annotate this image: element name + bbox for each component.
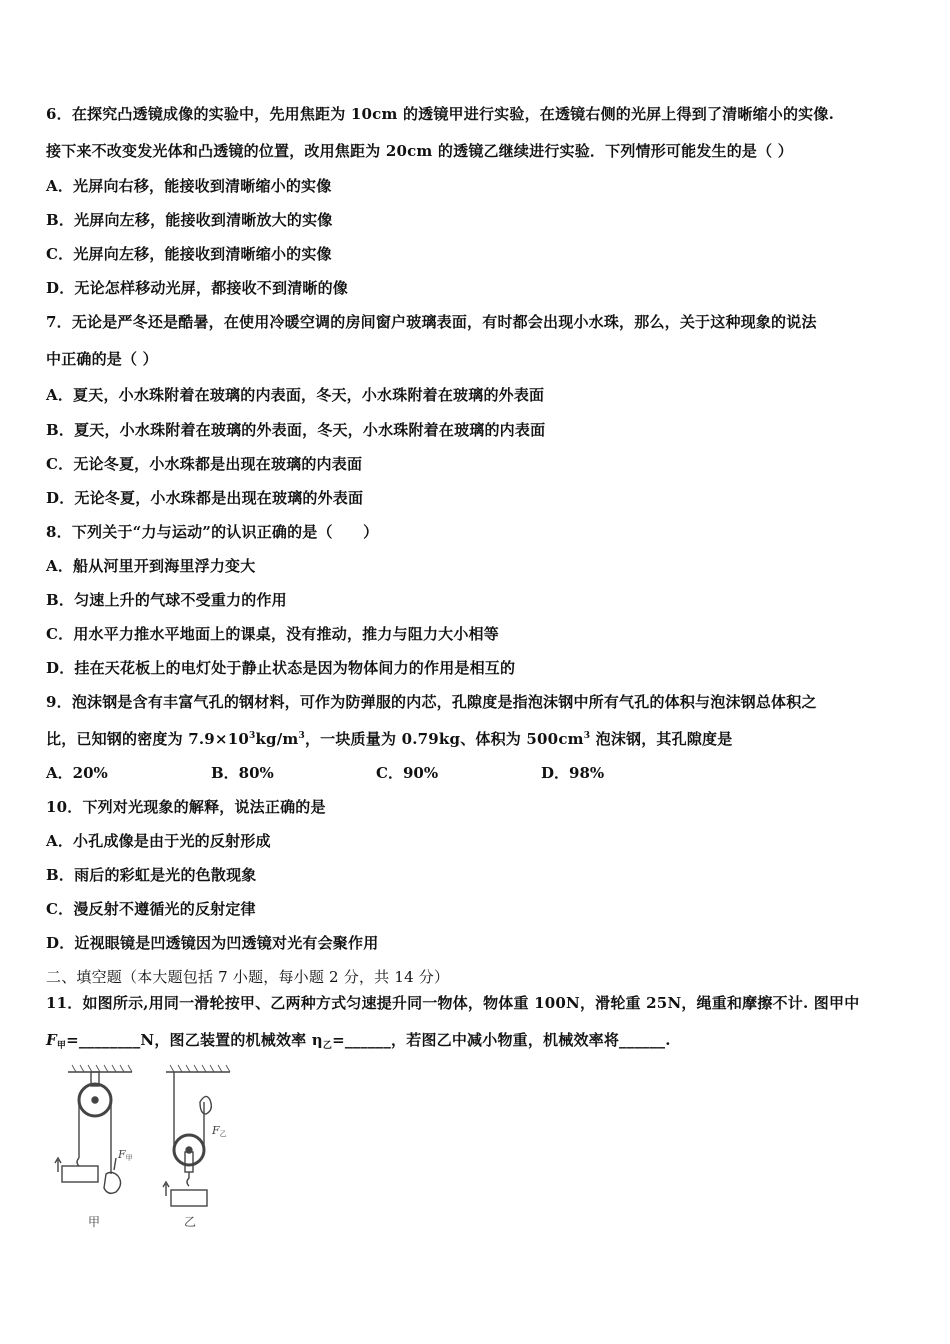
q7-option-d: D．无论冬夏，小水珠都是出现在玻璃的外表面 [46, 489, 364, 507]
q6-option-d: D．无论怎样移动光屏，都接收不到清晰的像 [46, 279, 349, 297]
q11-stem-line1: 11．如图所示,用同一滑轮按甲、乙两种方式匀速提升同一物体，物体重 100N，滑轮重 25N，绳重和摩擦不计. 图甲中 [46, 994, 860, 1012]
q6-option-b: B．光屏向左移，能接收到清晰放大的实像 [46, 211, 333, 229]
q9-stem-line2: 比，已知钢的密度为 $7.9\times 10^3kg/m^3$，一块质量为 0.79kg、体积为 $500cm^3$ 泡沫钢，其孔隙度是 [46, 730, 733, 748]
q7-stem-line1: 7．无论是严冬还是酷暑，在使用冷暖空调的房间窗户玻璃表面，有时都会出现小水珠，那么，关于这种现象的说法 [46, 313, 817, 331]
q8-option-a: A．船从河里开到海里浮力变大 [46, 557, 256, 575]
weight-jia [62, 1166, 98, 1182]
q7-option-c: C．无论冬夏，小水珠都是出现在玻璃的内表面 [46, 455, 363, 473]
q8-option-c: C．用水平力推水平地面上的课桌，没有推动，推力与阻力大小相等 [46, 625, 499, 643]
q10-stem: 10．下列对光现象的解释，说法正确的是 [46, 798, 326, 816]
q8-option-d: D．挂在天花板上的电灯处于静止状态是因为物体间力的作用是相互的 [46, 659, 516, 677]
q10-option-b: B．雨后的彩虹是光的色散现象 [46, 866, 257, 884]
q6-stem-line2: 接下来不改变发光体和凸透镜的位置，改用焦距为 20cm 的透镜乙继续进行实验．下列情形可能发生的是（ ） [46, 142, 793, 160]
q8-option-b: B．匀速上升的气球不受重力的作用 [46, 591, 287, 609]
q7-option-b: B．夏天，小水珠附着在玻璃的外表面，冬天，小水珠附着在玻璃的内表面 [46, 421, 546, 439]
q6-stem-line1: 6．在探究凸透镜成像的实验中，先用焦距为 10cm 的透镜甲进行实验，在透镜右侧的光屏上得到了清晰缩小的实像. [46, 105, 834, 123]
section-heading: 二、填空题（本大题包括 7 小题，每小题 2 分，共 14 分） [46, 968, 450, 986]
q9-option-c: C．90% [376, 764, 439, 782]
arrow-down-jia [114, 1158, 116, 1170]
hand-yi [200, 1096, 211, 1114]
q9-option-a: A．20% [46, 764, 108, 782]
q10-option-d: D．近视眼镜是凹透镜因为凹透镜对光有会聚作用 [46, 934, 379, 952]
hand-jia [104, 1172, 121, 1193]
q9-stem-line1: 9．泡沫钢是含有丰富气孔的钢材料，可作为防弹服的内芯，孔隙度是指泡沫钢中所有气孔的体积与泡沫钢总体积之 [46, 693, 817, 711]
weight-yi [171, 1190, 207, 1206]
q11-stem-line2: $F_甲=\_\_\_\_\_\_\_\_N$，图乙装置的机械效率 $\eta_乙=\_\_\_\_\_\_$，若图乙中减小物重，机械效率将______. [46, 1031, 671, 1051]
q6-option-a: A．光屏向右移，能接收到清晰缩小的实像 [46, 177, 332, 195]
figure-label-yi: 乙 [184, 1215, 197, 1229]
q9-option-b: B．80% [211, 764, 274, 782]
q10-option-c: C．漫反射不遵循光的反射定律 [46, 900, 256, 918]
force-label-yi: F乙 [212, 1124, 227, 1138]
q6-option-c: C．光屏向左移，能接收到清晰缩小的实像 [46, 245, 332, 263]
q9-option-d: D．98% [541, 764, 605, 782]
force-label-jia: F甲 [118, 1148, 133, 1162]
pulley-diagram [50, 1062, 250, 1242]
q10-option-a: A．小孔成像是由于光的反射形成 [46, 832, 271, 850]
pulley-bracket-yi [185, 1152, 193, 1172]
pulley-figure [50, 1062, 250, 1242]
q7-option-a: A．夏天，小水珠附着在玻璃的内表面，冬天，小水珠附着在玻璃的外表面 [46, 386, 545, 404]
q7-stem-line2: 中正确的是（ ） [46, 350, 158, 368]
hook-yi [187, 1172, 189, 1186]
hook-jia [77, 1158, 79, 1166]
figure-label-jia: 甲 [88, 1215, 101, 1229]
q8-stem: 8．下列关于“力与运动”的认识正确的是（ ） [46, 523, 379, 541]
pulley-axle-jia [92, 1097, 98, 1103]
